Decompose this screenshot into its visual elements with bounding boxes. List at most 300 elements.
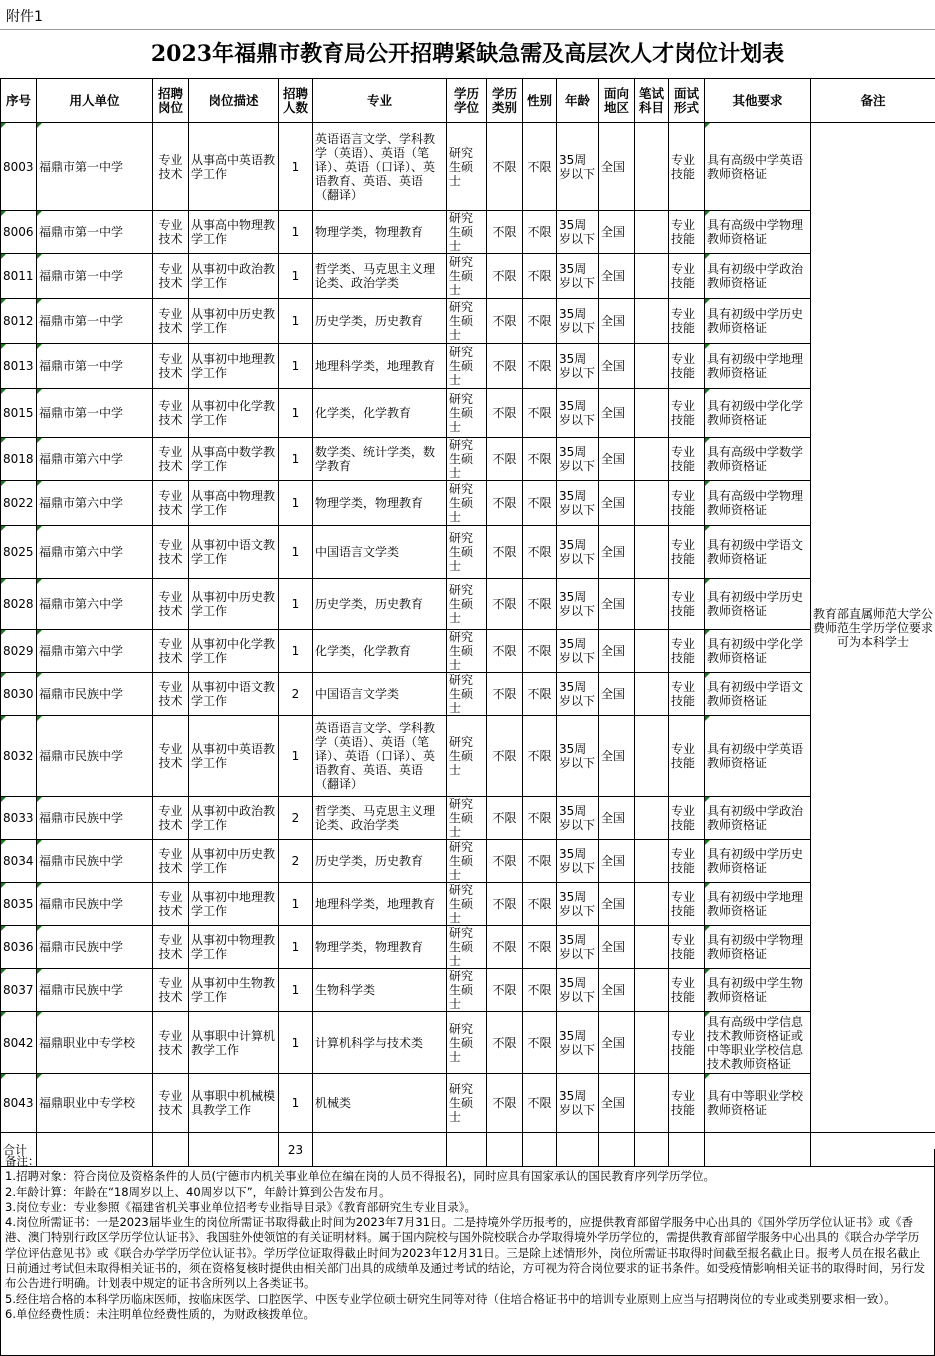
table-cell <box>635 673 669 716</box>
table-row <box>1 630 935 673</box>
table-row <box>1 389 935 438</box>
table-cell: 专业技术 <box>153 630 189 673</box>
table-cell: 专业技能 <box>669 630 705 673</box>
table-cell: 具有初级中学语文教师资格证 <box>705 526 811 579</box>
table-cell: 具有初级中学物理教师资格证 <box>705 926 811 969</box>
table-cell: 福鼎市第一中学 <box>37 211 153 254</box>
table-cell <box>635 481 669 526</box>
table-cell: 专业技能 <box>669 673 705 716</box>
table-cell: 专业技术 <box>153 926 189 969</box>
table-cell: 不限 <box>523 883 557 926</box>
table-cell: 从事初中化学教学工作 <box>189 389 279 438</box>
table-cell: 2 <box>279 673 313 716</box>
remark-cell: 教育部直属师范大学公费师范生学历学位要求可为本科学士 <box>811 123 935 1133</box>
table-cell: 不限 <box>523 926 557 969</box>
table-cell: 全国 <box>599 1012 635 1074</box>
column-header: 专业 <box>313 79 447 123</box>
table-cell: 地理科学类，地理教育 <box>313 344 447 389</box>
column-header: 面向地区 <box>599 79 635 123</box>
table-cell: 1 <box>279 211 313 254</box>
table-cell: 福鼎市民族中学 <box>37 840 153 883</box>
table-cell: 全国 <box>599 673 635 716</box>
table-cell: 福鼎市第一中学 <box>37 123 153 211</box>
table-cell: 8036 <box>1 926 37 969</box>
table-cell: 35周岁以下 <box>557 299 599 344</box>
table-cell: 专业技能 <box>669 481 705 526</box>
table-cell: 不限 <box>523 438 557 481</box>
table-cell: 研究生硕士 <box>447 926 487 969</box>
table-cell: 1 <box>279 344 313 389</box>
table-cell: 机械类 <box>313 1074 447 1133</box>
table-cell: 研究生硕士 <box>447 1012 487 1074</box>
note-line: 3.岗位专业：专业参照《福建省机关事业单位招考专业指导目录》《教育部研究生专业目录》。 <box>5 1199 476 1214</box>
note-line: 4.岗位所需证书：一是2023届毕业生的岗位所需证书取得截止时间为2023年7月31日。二是持境外学历报考的，应提供教育部留学服务中心出具的《国外学历学位认证书》或《香港、澳门特别行政区学历学位认证书》、我国驻外使领馆的有关证明材料。属于国内院校与国外院校联合办学取得境外学历学位的，需提供教育部留学服务中心出具的《联合办学学历学位评估意见书》或《联合办学学历学位认证书》。学历学位证取得截止时间为2023年12月31日。三是除上述情形外，岗位所需证书取得时间截至报名截止日。报考人员在报名截止日前通过考试但未取得相关证书的，须在资格复核时提供由相关部门出具的成绩单及通过考试的结论，方可视为符合岗位要求的证书条件。如受疫情影响相关证书的取得时间，另行发布公告进行明确。计划表中规定的证书含所列以上各类证书。 <box>5 1215 925 1291</box>
table-cell: 35周岁以下 <box>557 211 599 254</box>
table-cell: 从事职中计算机教学工作 <box>189 1012 279 1074</box>
table-cell: 全国 <box>599 123 635 211</box>
table-cell: 专业技术 <box>153 969 189 1012</box>
table-cell: 不限 <box>523 1074 557 1133</box>
table-cell: 具有高级中学英语教师资格证 <box>705 123 811 211</box>
table-cell: 福鼎市民族中学 <box>37 797 153 840</box>
table-cell: 专业技术 <box>153 389 189 438</box>
table-cell: 具有高级中学数学教师资格证 <box>705 438 811 481</box>
table-row <box>1 438 935 481</box>
table-cell: 8043 <box>1 1074 37 1133</box>
table-cell: 不限 <box>523 211 557 254</box>
table-cell: 研究生硕士 <box>447 438 487 481</box>
column-header: 面试形式 <box>669 79 705 123</box>
table-cell: 从事初中地理教学工作 <box>189 344 279 389</box>
table-cell: 研究生硕士 <box>447 526 487 579</box>
table-cell: 专业技能 <box>669 579 705 630</box>
table-cell: 8011 <box>1 254 37 299</box>
table-cell <box>635 389 669 438</box>
table-cell: 从事职中机械模具教学工作 <box>189 1074 279 1133</box>
table-cell: 专业技能 <box>669 883 705 926</box>
table-cell: 1 <box>279 389 313 438</box>
table-cell: 全国 <box>599 630 635 673</box>
table-cell: 专业技能 <box>669 211 705 254</box>
table-cell: 全国 <box>599 299 635 344</box>
table-cell: 不限 <box>487 883 523 926</box>
notes-section <box>0 1149 935 1356</box>
table-cell: 1 <box>279 526 313 579</box>
table-cell: 不限 <box>487 299 523 344</box>
table-cell: 不限 <box>523 344 557 389</box>
table-cell <box>635 969 669 1012</box>
table-cell <box>635 1012 669 1074</box>
table-row <box>1 481 935 526</box>
table-cell: 研究生硕士 <box>447 389 487 438</box>
note-line: 备注： <box>5 1154 40 1168</box>
table-cell: 专业技术 <box>153 438 189 481</box>
table-cell: 从事高中英语教学工作 <box>189 123 279 211</box>
table-cell: 福鼎市民族中学 <box>37 883 153 926</box>
table-cell: 历史学类，历史教育 <box>313 840 447 883</box>
table-cell: 1 <box>279 883 313 926</box>
table-cell: 35周岁以下 <box>557 438 599 481</box>
table-cell: 研究生硕士 <box>447 840 487 883</box>
table-cell: 35周岁以下 <box>557 883 599 926</box>
table-cell: 不限 <box>487 969 523 1012</box>
table-cell: 福鼎市第一中学 <box>37 254 153 299</box>
table-cell: 1 <box>279 438 313 481</box>
table-cell: 专业技术 <box>153 579 189 630</box>
table-cell: 8029 <box>1 630 37 673</box>
column-header: 岗位描述 <box>189 79 279 123</box>
table-cell: 不限 <box>487 254 523 299</box>
table-cell: 研究生硕士 <box>447 969 487 1012</box>
table-cell <box>635 716 669 797</box>
table-cell: 福鼎市第一中学 <box>37 389 153 438</box>
table-cell: 福鼎市第一中学 <box>37 299 153 344</box>
table-cell: 全国 <box>599 389 635 438</box>
table-cell <box>635 926 669 969</box>
column-header: 备注 <box>811 79 935 123</box>
table-row <box>1 1012 935 1074</box>
column-header: 招聘人数 <box>279 79 313 123</box>
table-cell <box>635 797 669 840</box>
table-cell: 具有中等职业学校教师资格证 <box>705 1074 811 1133</box>
table-cell: 具有初级中学英语教师资格证 <box>705 716 811 797</box>
table-cell: 35周岁以下 <box>557 254 599 299</box>
table-cell: 福鼎市第六中学 <box>37 526 153 579</box>
table-cell: 福鼎市民族中学 <box>37 969 153 1012</box>
page-title: 2023年福鼎市教育局公开招聘紧缺急需及高层次人才岗位计划表 <box>0 30 935 79</box>
table-cell: 福鼎市民族中学 <box>37 926 153 969</box>
table-cell: 从事初中生物教学工作 <box>189 969 279 1012</box>
table-cell: 不限 <box>487 840 523 883</box>
table-cell: 研究生硕士 <box>447 579 487 630</box>
table-cell: 专业技术 <box>153 673 189 716</box>
table-row <box>1 123 935 211</box>
table-cell: 2 <box>279 797 313 840</box>
column-header: 年龄 <box>557 79 599 123</box>
table-cell: 具有高级中学物理教师资格证 <box>705 481 811 526</box>
table-row <box>1 211 935 254</box>
table-cell: 哲学类、马克思主义理论类、政治学类 <box>313 254 447 299</box>
table-cell: 专业技能 <box>669 438 705 481</box>
table-cell: 化学类，化学教育 <box>313 630 447 673</box>
table-cell: 专业技术 <box>153 883 189 926</box>
table-cell: 具有初级中学化学教师资格证 <box>705 389 811 438</box>
column-header: 学历类别 <box>487 79 523 123</box>
table-cell: 全国 <box>599 438 635 481</box>
column-header: 笔试科目 <box>635 79 669 123</box>
table-cell: 专业技能 <box>669 389 705 438</box>
table-cell: 专业技术 <box>153 526 189 579</box>
table-cell: 具有初级中学化学教师资格证 <box>705 630 811 673</box>
table-cell <box>635 438 669 481</box>
table-cell: 35周岁以下 <box>557 123 599 211</box>
table-cell: 全国 <box>599 526 635 579</box>
table-cell: 8042 <box>1 1012 37 1074</box>
table-cell <box>635 526 669 579</box>
table-cell: 专业技能 <box>669 123 705 211</box>
table-cell: 全国 <box>599 254 635 299</box>
table-cell: 35周岁以下 <box>557 630 599 673</box>
table-cell: 8035 <box>1 883 37 926</box>
table-cell: 全国 <box>599 344 635 389</box>
table-cell: 8028 <box>1 579 37 630</box>
table-cell: 物理学类，物理教育 <box>313 926 447 969</box>
table-cell: 具有初级中学历史教师资格证 <box>705 579 811 630</box>
column-header: 用人单位 <box>37 79 153 123</box>
table-cell: 计算机科学与技术类 <box>313 1012 447 1074</box>
table-cell: 专业技术 <box>153 481 189 526</box>
table-cell: 从事高中物理教学工作 <box>189 481 279 526</box>
table-cell: 不限 <box>523 673 557 716</box>
table-cell: 研究生硕士 <box>447 630 487 673</box>
table-cell: 化学类，化学教育 <box>313 389 447 438</box>
table-cell: 不限 <box>487 716 523 797</box>
table-cell: 中国语言文学类 <box>313 526 447 579</box>
table-row <box>1 673 935 716</box>
table-cell: 8025 <box>1 526 37 579</box>
table-cell: 专业技能 <box>669 344 705 389</box>
table-cell: 不限 <box>487 926 523 969</box>
total-count: 23 <box>279 1133 313 1167</box>
table-cell: 具有初级中学历史教师资格证 <box>705 299 811 344</box>
table-cell: 不限 <box>523 840 557 883</box>
table-cell: 不限 <box>487 481 523 526</box>
table-cell: 具有初级中学生物教师资格证 <box>705 969 811 1012</box>
table-cell: 8032 <box>1 716 37 797</box>
table-cell: 8006 <box>1 211 37 254</box>
table-cell: 不限 <box>523 630 557 673</box>
table-cell: 专业技能 <box>669 1012 705 1074</box>
table-cell: 专业技术 <box>153 254 189 299</box>
table-cell: 具有初级中学地理教师资格证 <box>705 344 811 389</box>
table-cell: 8012 <box>1 299 37 344</box>
table-cell <box>635 344 669 389</box>
table-cell: 从事初中英语教学工作 <box>189 716 279 797</box>
table-cell: 8030 <box>1 673 37 716</box>
table-row <box>1 344 935 389</box>
table-cell: 从事初中历史教学工作 <box>189 840 279 883</box>
table-cell: 8034 <box>1 840 37 883</box>
table-cell: 中国语言文学类 <box>313 673 447 716</box>
table-cell: 2 <box>279 840 313 883</box>
table-cell: 1 <box>279 579 313 630</box>
table-cell: 全国 <box>599 969 635 1012</box>
table-cell: 不限 <box>487 389 523 438</box>
table-cell: 专业技能 <box>669 526 705 579</box>
table-cell: 1 <box>279 254 313 299</box>
table-row <box>1 526 935 579</box>
table-row <box>1 969 935 1012</box>
table-cell: 专业技术 <box>153 1074 189 1133</box>
table-cell: 从事初中语文教学工作 <box>189 526 279 579</box>
table-cell: 专业技术 <box>153 1012 189 1074</box>
table-cell: 1 <box>279 630 313 673</box>
table-row <box>1 797 935 840</box>
table-cell: 专业技术 <box>153 299 189 344</box>
table-cell: 研究生硕士 <box>447 211 487 254</box>
table-cell: 专业技能 <box>669 969 705 1012</box>
table-cell: 从事初中历史教学工作 <box>189 579 279 630</box>
table-cell: 地理科学类，地理教育 <box>313 883 447 926</box>
table-cell: 具有初级中学政治教师资格证 <box>705 797 811 840</box>
table-cell: 35周岁以下 <box>557 840 599 883</box>
table-cell: 福鼎市第一中学 <box>37 344 153 389</box>
table-cell: 具有高级中学物理教师资格证 <box>705 211 811 254</box>
table-cell: 专业技能 <box>669 797 705 840</box>
table-cell: 不限 <box>523 389 557 438</box>
note-line: 6.单位经费性质：未注明单位经费性质的，为财政核拨单位。 <box>5 1306 315 1321</box>
table-cell: 35周岁以下 <box>557 481 599 526</box>
table-cell: 从事高中物理教学工作 <box>189 211 279 254</box>
table-cell: 具有初级中学历史教师资格证 <box>705 840 811 883</box>
table-cell: 全国 <box>599 883 635 926</box>
table-row <box>1 840 935 883</box>
column-header: 学历学位 <box>447 79 487 123</box>
table-cell: 从事初中政治教学工作 <box>189 797 279 840</box>
table-cell: 1 <box>279 969 313 1012</box>
table-cell: 全国 <box>599 716 635 797</box>
table-cell: 福鼎职业中专学校 <box>37 1012 153 1074</box>
table-cell: 全国 <box>599 926 635 969</box>
table-cell: 35周岁以下 <box>557 344 599 389</box>
table-cell: 研究生硕士 <box>447 716 487 797</box>
table-cell: 历史学类，历史教育 <box>313 299 447 344</box>
table-cell: 8018 <box>1 438 37 481</box>
table-cell: 具有初级中学语文教师资格证 <box>705 673 811 716</box>
table-cell <box>635 883 669 926</box>
table-cell: 英语语言文学、学科教学（英语）、英语（笔译）、英语（口译）、英语教育、英语、英语（翻译） <box>313 716 447 797</box>
table-cell: 从事初中化学教学工作 <box>189 630 279 673</box>
note-line: 2.年龄计算：年龄在“18周岁以上、40周岁以下”，年龄计算到公告发布月。 <box>5 1184 391 1199</box>
table-cell <box>635 840 669 883</box>
table-cell: 全国 <box>599 840 635 883</box>
table-cell: 不限 <box>487 1074 523 1133</box>
table-cell: 物理学类，物理教育 <box>313 481 447 526</box>
table-cell: 不限 <box>523 716 557 797</box>
table-cell: 不限 <box>487 1012 523 1074</box>
table-cell: 35周岁以下 <box>557 673 599 716</box>
total-label: 合计 <box>1 1133 37 1167</box>
table-cell: 1 <box>279 1074 313 1133</box>
table-cell: 全国 <box>599 211 635 254</box>
table-cell: 35周岁以下 <box>557 716 599 797</box>
table-cell: 福鼎市第六中学 <box>37 630 153 673</box>
table-cell: 专业技术 <box>153 123 189 211</box>
table-cell: 不限 <box>523 579 557 630</box>
table-cell: 不限 <box>487 797 523 840</box>
table-cell: 从事初中语文教学工作 <box>189 673 279 716</box>
table-cell: 具有初级中学地理教师资格证 <box>705 883 811 926</box>
table-cell: 从事初中地理教学工作 <box>189 883 279 926</box>
table-cell: 8013 <box>1 344 37 389</box>
table-cell: 专业技术 <box>153 840 189 883</box>
table-cell: 研究生硕士 <box>447 673 487 716</box>
table-cell: 研究生硕士 <box>447 797 487 840</box>
table-cell: 物理学类，物理教育 <box>313 211 447 254</box>
table-cell: 研究生硕士 <box>447 254 487 299</box>
table-cell: 35周岁以下 <box>557 579 599 630</box>
attachment-label: 附件1 <box>0 0 935 30</box>
table-cell: 35周岁以下 <box>557 526 599 579</box>
column-header: 序号 <box>1 79 37 123</box>
table-cell: 不限 <box>487 630 523 673</box>
table-cell: 不限 <box>487 123 523 211</box>
table-cell: 不限 <box>487 438 523 481</box>
table-cell: 专业技能 <box>669 1074 705 1133</box>
table-cell: 35周岁以下 <box>557 969 599 1012</box>
table-cell: 研究生硕士 <box>447 344 487 389</box>
table-cell: 1 <box>279 481 313 526</box>
table-cell: 福鼎市民族中学 <box>37 673 153 716</box>
table-cell: 35周岁以下 <box>557 389 599 438</box>
table-cell: 8033 <box>1 797 37 840</box>
table-cell: 不限 <box>523 1012 557 1074</box>
table-row <box>1 579 935 630</box>
table-cell: 福鼎职业中专学校 <box>37 1074 153 1133</box>
table-row <box>1 883 935 926</box>
table-cell: 专业技能 <box>669 299 705 344</box>
table-cell: 福鼎市民族中学 <box>37 716 153 797</box>
table-cell: 研究生硕士 <box>447 883 487 926</box>
table-cell: 不限 <box>523 299 557 344</box>
table-cell: 哲学类、马克思主义理论类、政治学类 <box>313 797 447 840</box>
table-cell: 1 <box>279 123 313 211</box>
table-cell <box>635 1074 669 1133</box>
table-cell: 不限 <box>523 797 557 840</box>
table-cell: 具有初级中学政治教师资格证 <box>705 254 811 299</box>
table-cell: 从事高中数学教学工作 <box>189 438 279 481</box>
table-cell <box>635 579 669 630</box>
table-cell: 研究生硕士 <box>447 481 487 526</box>
table-cell: 数学类、统计学类，数学教育 <box>313 438 447 481</box>
table-cell: 从事初中政治教学工作 <box>189 254 279 299</box>
table-cell: 不限 <box>487 211 523 254</box>
table-cell: 专业技能 <box>669 926 705 969</box>
table-cell: 从事初中物理教学工作 <box>189 926 279 969</box>
table-cell <box>635 211 669 254</box>
table-cell: 1 <box>279 299 313 344</box>
table-header-row <box>1 79 935 123</box>
table-cell <box>635 299 669 344</box>
table-cell: 35周岁以下 <box>557 926 599 969</box>
table-cell: 不限 <box>523 526 557 579</box>
table-cell <box>635 123 669 211</box>
note-line: 5.经住培合格的本科学历临床医师，按临床医学、口腔医学、中医专业学位硕士研究生同等对待（住培合格证书中的培训专业原则上应当与招聘岗位的专业或类别要求相一致）。 <box>5 1291 896 1306</box>
table-cell: 英语语言文学、学科教学（英语）、英语（笔译）、英语（口译）、英语教育、英语、英语（翻译） <box>313 123 447 211</box>
table-cell: 1 <box>279 926 313 969</box>
table-cell: 不限 <box>523 123 557 211</box>
table-cell: 研究生硕士 <box>447 1074 487 1133</box>
table-row <box>1 1074 935 1133</box>
table-cell: 福鼎市第六中学 <box>37 579 153 630</box>
table-row <box>1 254 935 299</box>
table-cell: 生物科学类 <box>313 969 447 1012</box>
table-cell <box>635 254 669 299</box>
table-cell: 35周岁以下 <box>557 797 599 840</box>
table-cell: 不限 <box>487 344 523 389</box>
column-header: 性别 <box>523 79 557 123</box>
table-row <box>1 299 935 344</box>
position-plan-table <box>0 78 935 1167</box>
table-cell: 35周岁以下 <box>557 1074 599 1133</box>
table-cell: 专业技术 <box>153 797 189 840</box>
table-cell: 8037 <box>1 969 37 1012</box>
table-cell: 专业技能 <box>669 254 705 299</box>
table-cell: 专业技术 <box>153 344 189 389</box>
table-cell: 8003 <box>1 123 37 211</box>
table-row <box>1 926 935 969</box>
table-cell: 1 <box>279 1012 313 1074</box>
